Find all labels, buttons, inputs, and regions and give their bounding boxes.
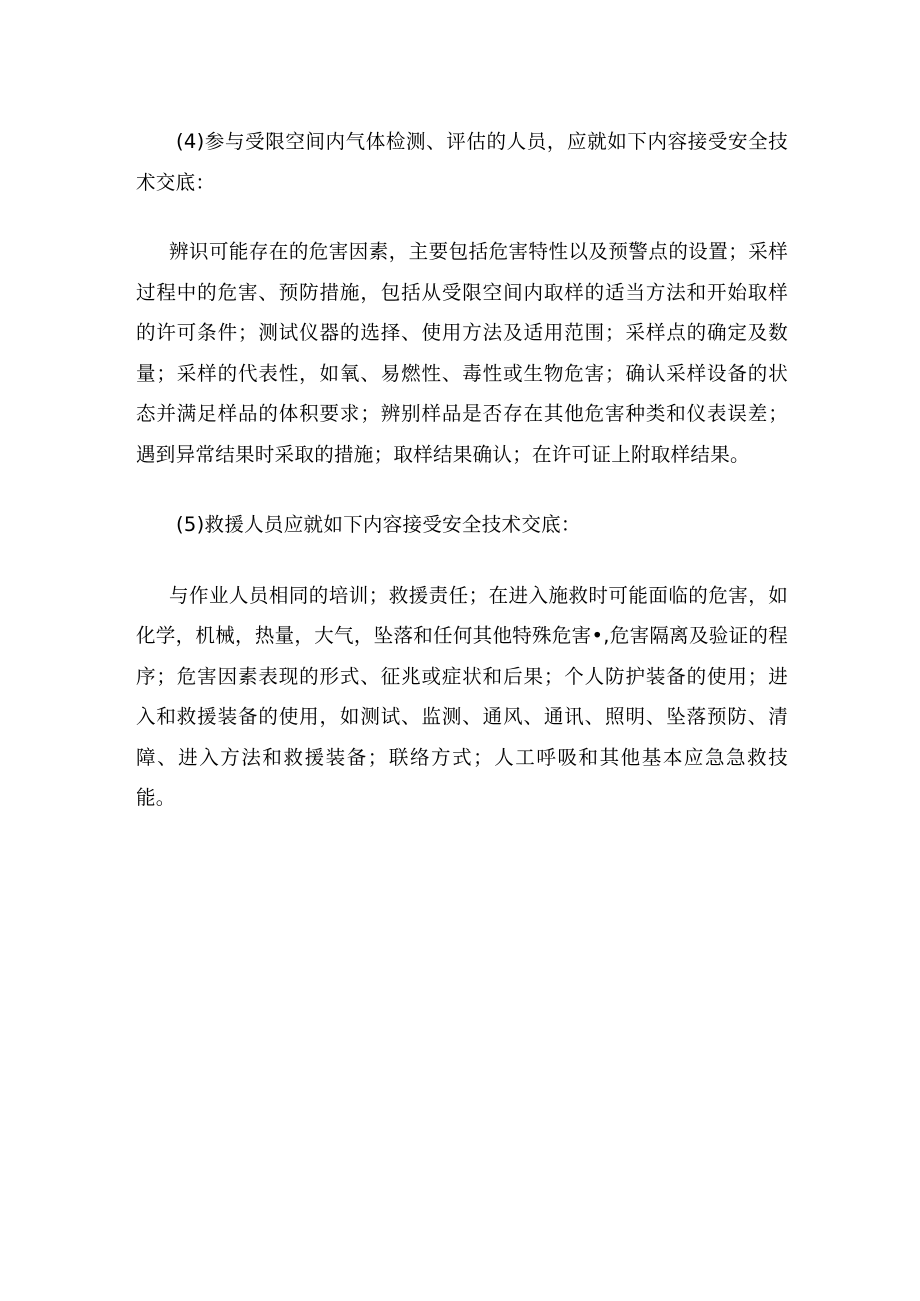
section-5-body: 与作业人员相同的培训；救援责任；在进入施救时可能面临的危害，如化学，机械，热量，大气，坠落和任何其他特殊危害•,危害隔离及验证的程序；危害因素表现的形式、征兆或症状和后果；个人防护装备的使用；进入和救援装备的使用，如测试、监测、通风、通讯、照明、坠落预防、清障、进入方法和救援装备；联络方式；人工呼吸和其他基本应急急救技能。 bbox=[136, 583, 788, 809]
section-4-heading: (4)参与受限空间内气体检测、评估的人员，应就如下内容接受安全技术交底： bbox=[136, 130, 788, 194]
section-4-body: 辨识可能存在的危害因素，主要包括危害特性以及预警点的设置；采样过程中的危害、预防措施，包括从受限空间内取样的适当方法和开始取样的许可条件；测试仪器的选择、使用方法及适用范围；采样点的确定及数量；采样的代表性，如氧、易燃性、毒性或生物危害；确认采样设备的状态并满足样品的体积要求；辨别样品是否存在其他危害种类和仪表误差；遇到异常结果时采取的措施；取样结果确认；在许可证上附取样结果。 bbox=[136, 240, 788, 466]
section-5-heading: (5)救援人员应就如下内容接受安全技术交底： bbox=[176, 513, 581, 536]
